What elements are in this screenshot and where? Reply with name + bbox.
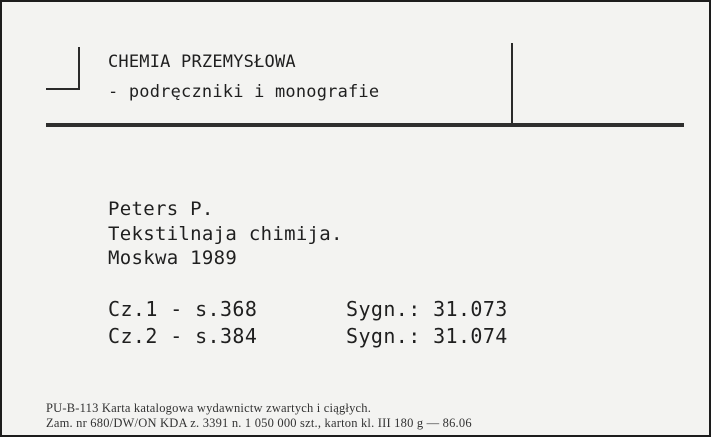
part-pages: Cz.2 - s.384 [108, 324, 258, 348]
corner-mark [78, 47, 80, 89]
form-footer: PU-B-113 Karta katalogowa wydawnictw zwartych i ciągłych. [46, 401, 372, 415]
header-divider [511, 43, 513, 125]
shelf-mark: Sygn.: 31.073 [346, 297, 508, 321]
shelf-mark: Sygn.: 31.074 [346, 324, 508, 348]
book-title: Tekstilnaja chimija. [108, 223, 343, 245]
imprint: Moskwa 1989 [108, 247, 238, 269]
print-footer: Zam. nr 680/DW/ON KDA z. 3391 n. 1 050 000 szt., karton kl. III 180 g — 86.06 [46, 416, 472, 430]
subject-heading: CHEMIA PRZEMYSŁOWA [108, 52, 296, 72]
corner-mark-base [46, 88, 80, 90]
author: Peters P. [108, 198, 214, 220]
part-pages: Cz.1 - s.368 [108, 297, 258, 321]
subject-subheading: - podręczniki i monografie [108, 82, 380, 102]
header-rule [46, 123, 684, 127]
